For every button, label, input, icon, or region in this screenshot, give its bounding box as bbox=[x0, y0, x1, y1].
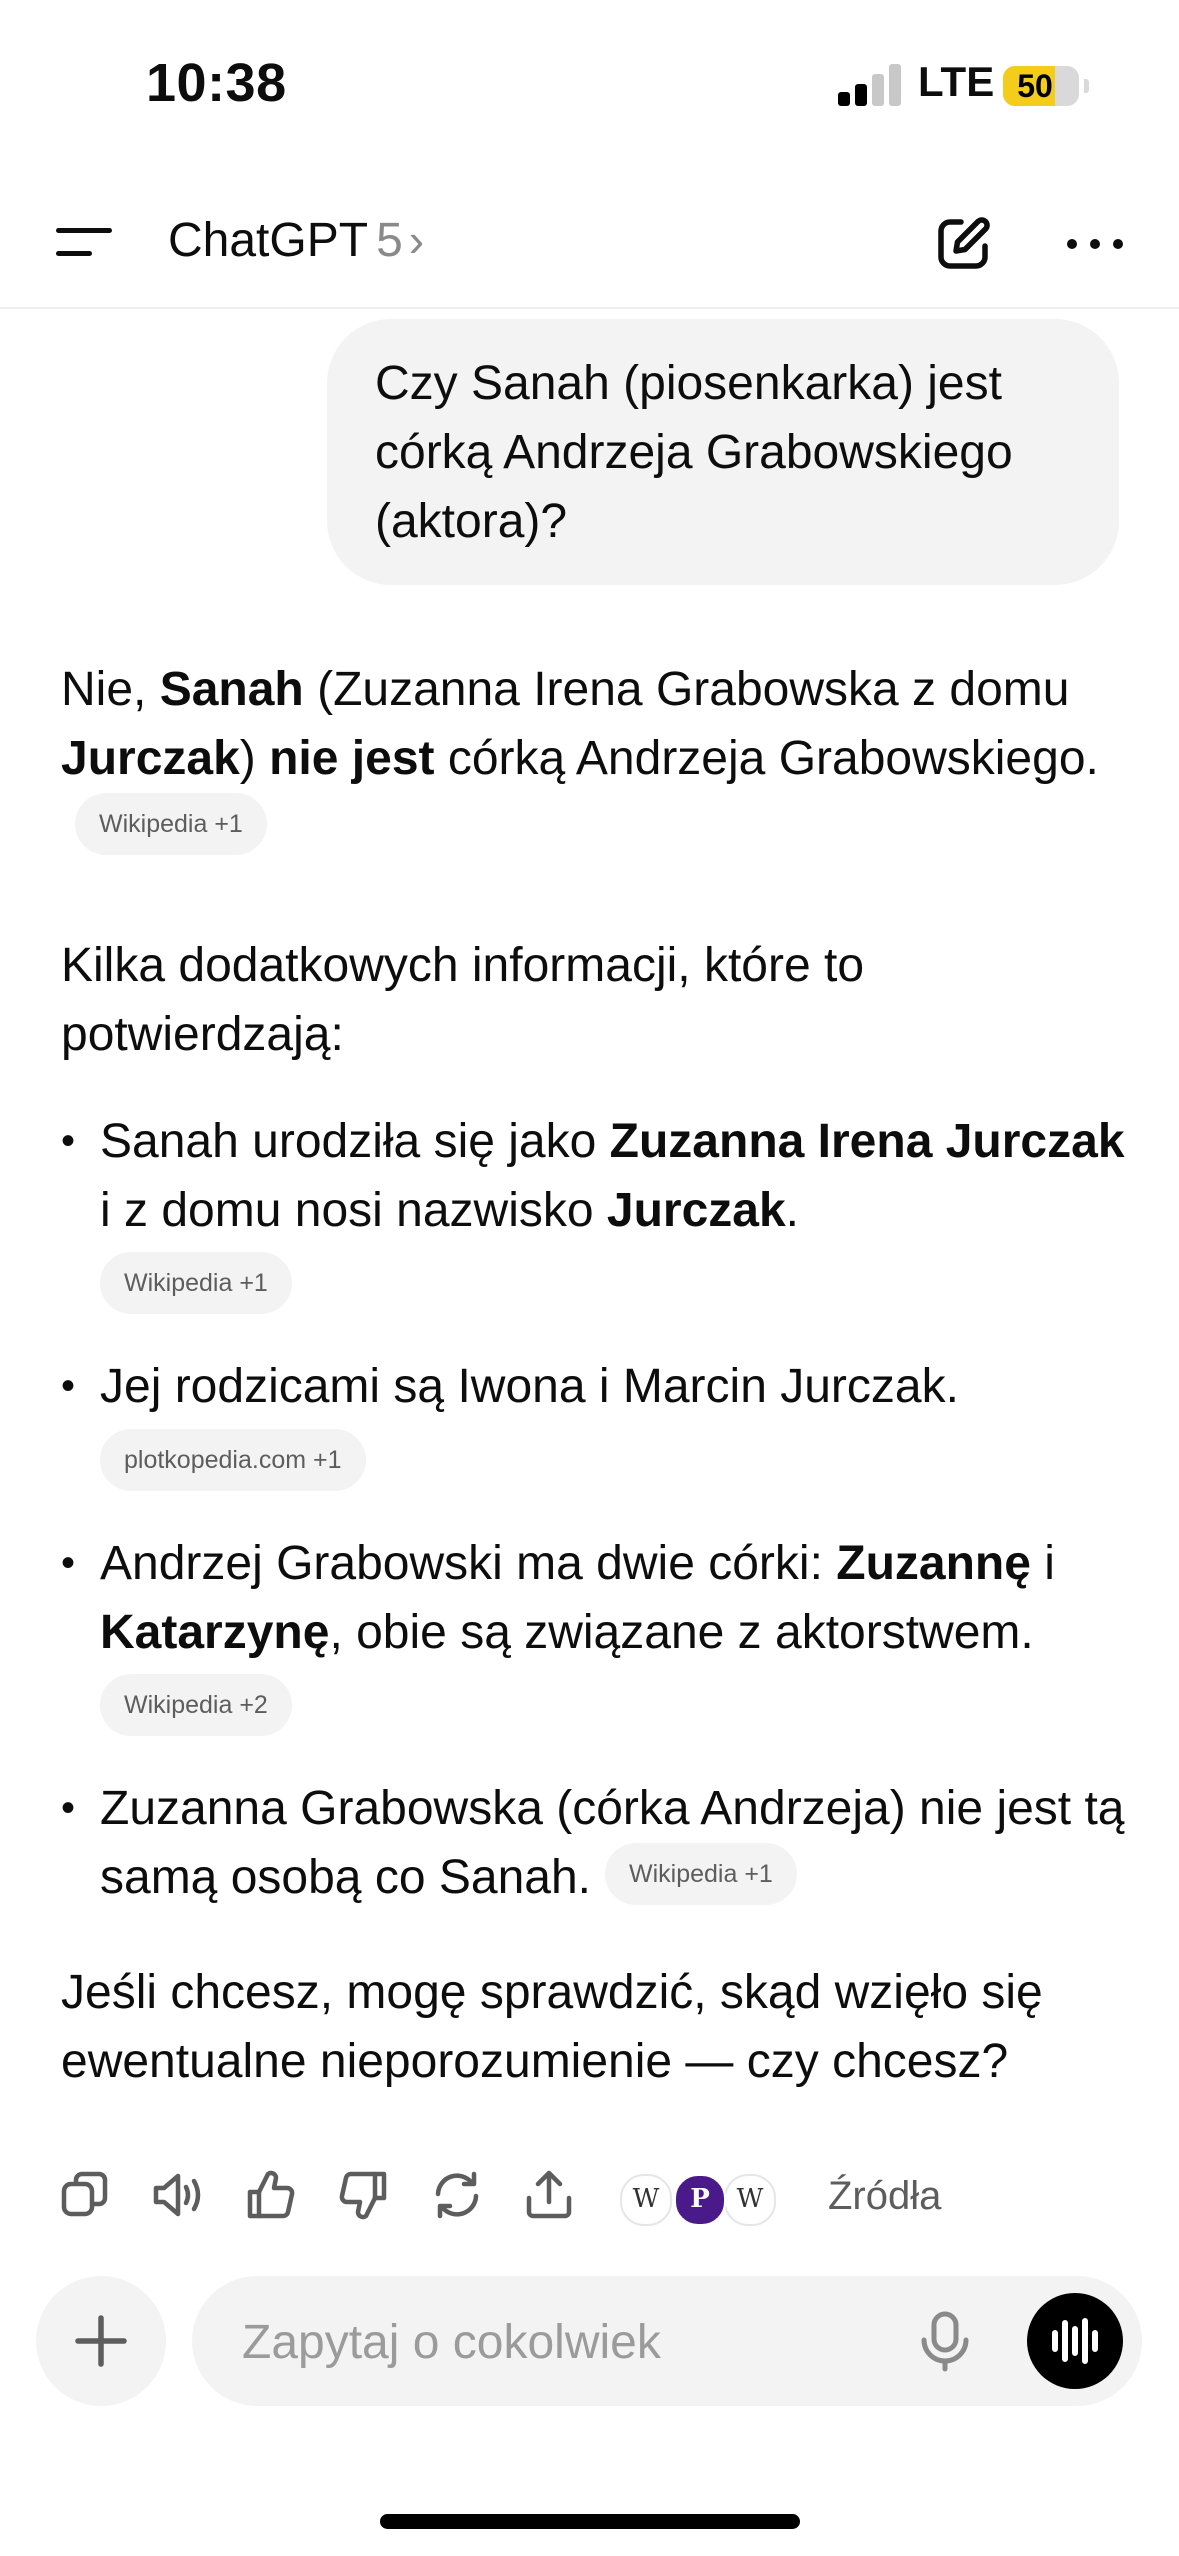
wikipedia-icon: W bbox=[724, 2174, 776, 2226]
answer-text: Nie, bbox=[61, 663, 160, 716]
thumbs-up-icon[interactable] bbox=[246, 2168, 296, 2222]
answer-text: , obie są związane z aktorstwem. bbox=[329, 1605, 1034, 1659]
source-chip[interactable]: plotkopedia.com +1 bbox=[100, 1429, 366, 1491]
answer-text: Zuzanna Grabowska (córka Andrzeja) nie jest tą samą osobą co Sanah. bbox=[100, 1781, 1125, 1904]
answer-text: i z domu nosi nazwisko bbox=[100, 1184, 607, 1237]
share-icon[interactable] bbox=[524, 2168, 574, 2222]
message-input[interactable] bbox=[240, 2306, 864, 2378]
source-chip[interactable]: Wikipedia +2 bbox=[100, 1674, 292, 1736]
answer-bold: Jurczak bbox=[61, 732, 240, 785]
battery-icon bbox=[1003, 66, 1079, 106]
model-selector[interactable] bbox=[168, 213, 424, 268]
answer-paragraph bbox=[61, 655, 1131, 862]
thumbs-down-icon[interactable] bbox=[338, 2168, 388, 2222]
sidebar-menu-icon[interactable] bbox=[56, 225, 112, 259]
message-composer bbox=[192, 2276, 1142, 2406]
network-type: LTE bbox=[918, 58, 995, 105]
model-version: 5 bbox=[376, 214, 403, 267]
regenerate-icon[interactable] bbox=[432, 2168, 482, 2222]
app-title: ChatGPT bbox=[168, 214, 369, 267]
message-actions bbox=[60, 2168, 1060, 2234]
user-message: Czy Sanah (piosenkarka) jest córką Andrzeja Grabowskiego (aktora)? bbox=[327, 319, 1119, 585]
copy-icon[interactable] bbox=[60, 2168, 110, 2222]
answer-bold: Sanah bbox=[159, 663, 304, 716]
plus-icon bbox=[36, 2276, 166, 2406]
wikipedia-icon: W bbox=[620, 2174, 672, 2226]
answer-text: Sanah urodziła się jako bbox=[100, 1115, 610, 1168]
answer-text: Andrzej Grabowski ma dwie córki: bbox=[100, 1536, 837, 1590]
answer-text: . bbox=[785, 1184, 800, 1237]
answer-bold: Zuzanna Irena Jurczak bbox=[609, 1115, 1125, 1168]
signal-strength-icon bbox=[838, 62, 900, 106]
answer-bold: Jurczak bbox=[606, 1184, 786, 1237]
answer-text: córką Andrzeja Grabowskiego. bbox=[434, 732, 1099, 785]
chat-header bbox=[0, 175, 1179, 309]
answer-bold: nie jest bbox=[269, 732, 435, 785]
plotkopedia-icon: P bbox=[674, 2174, 726, 2226]
voice-mode-button[interactable] bbox=[1027, 2293, 1123, 2389]
battery-percentage: 50 bbox=[1017, 68, 1053, 104]
status-time: 10:38 bbox=[146, 53, 287, 113]
source-chip[interactable]: Wikipedia +1 bbox=[605, 1843, 797, 1905]
answer-text: i bbox=[1030, 1536, 1055, 1590]
answer-paragraph: Jeśli chcesz, mogę sprawdzić, skąd wzięło się ewentualne nieporozumienie — czy chcesz? bbox=[61, 1965, 1043, 2088]
list-item bbox=[61, 1774, 1131, 1912]
answer-text: (Zuzanna Irena Grabowska z domu bbox=[303, 663, 1070, 716]
assistant-message bbox=[61, 655, 1131, 2096]
answer-bold: Zuzannę bbox=[836, 1536, 1031, 1590]
source-chip[interactable]: Wikipedia +1 bbox=[100, 1252, 292, 1314]
answer-list bbox=[61, 1107, 1131, 1912]
status-bar bbox=[0, 0, 1179, 175]
add-attachment-button[interactable] bbox=[36, 2276, 166, 2406]
answer-text: ) bbox=[239, 732, 270, 785]
speaker-icon[interactable] bbox=[152, 2168, 202, 2222]
microphone-icon[interactable] bbox=[912, 2308, 978, 2374]
chevron-right-icon: › bbox=[408, 214, 425, 266]
list-item bbox=[61, 1529, 1131, 1736]
voice-waveform-icon bbox=[1027, 2293, 1123, 2389]
answer-paragraph: Kilka dodatkowych informacji, które to potwierdzają: bbox=[61, 939, 865, 1061]
more-options-icon[interactable] bbox=[1060, 209, 1130, 279]
new-chat-icon[interactable] bbox=[928, 209, 998, 279]
list-item bbox=[61, 1107, 1131, 1314]
home-indicator bbox=[380, 2514, 800, 2529]
answer-text: Jej rodzicami są Iwona i Marcin Jurczak. bbox=[100, 1360, 959, 1414]
list-item bbox=[61, 1352, 1131, 1490]
source-chip[interactable]: Wikipedia +1 bbox=[75, 793, 267, 855]
answer-bold: Katarzynę bbox=[100, 1605, 330, 1659]
sources-label: Źródła bbox=[828, 2174, 942, 2218]
